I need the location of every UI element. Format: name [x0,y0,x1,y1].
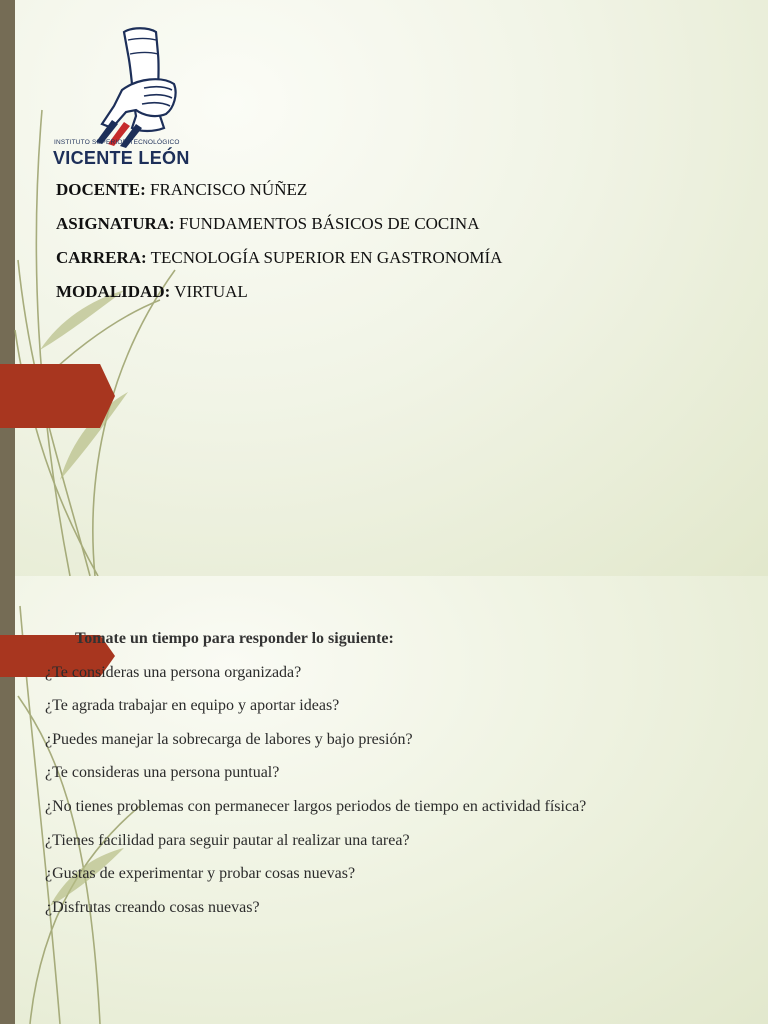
info-value: FRANCISCO NÚÑEZ [149,180,308,199]
info-value: FUNDAMENTOS BÁSICOS DE COCINA [178,214,480,233]
info-row-modalidad [56,282,502,316]
info-row-asignatura [56,214,502,248]
course-info [56,180,502,316]
question-item: ¿Gustas de experimentar y probar cosas nuevas? [45,865,356,883]
info-label: CARRERA: [56,248,147,267]
question-item: ¿Tienes facilidad para seguir pautar al realizar una tarea? [45,831,410,849]
question-list [45,629,760,931]
logo-name: VICENTE LEÓN [53,148,190,168]
info-row-carrera [56,248,502,282]
info-label: MODALIDAD: [56,282,171,301]
questions-heading-text: Tomate un tiempo para responder lo siguiente: [75,630,394,647]
question-item: ¿Disfrutas creando cosas nuevas? [45,898,260,916]
info-label: DOCENTE: [56,180,146,199]
question-item: ¿Te agrada trabajar en equipo y aportar ideas? [45,697,340,715]
question-item: ¿No tienes problemas con permanecer largos periodos de tiempo en actividad física? [45,797,587,815]
red-accent-tab [0,364,115,428]
question-item: ¿Te consideras una persona puntual? [45,764,280,782]
info-row-docente [56,180,502,214]
info-label: ASIGNATURA: [56,214,175,233]
question-item: ¿Te consideras una persona organizada? [45,663,302,681]
info-value: VIRTUAL [174,282,248,301]
questions-heading [45,629,760,663]
questions-slide [0,576,768,1024]
bullet-icon: ▶ [46,636,53,646]
logo-subtitle: INSTITUTO SUPERIOR TECNOLÓGICO [54,139,180,146]
question-item: ¿Puedes manejar la sobrecarga de labores y bajo presión? [45,730,413,748]
info-value: TECNOLOGÍA SUPERIOR EN GASTRONOMÍA [150,248,503,267]
